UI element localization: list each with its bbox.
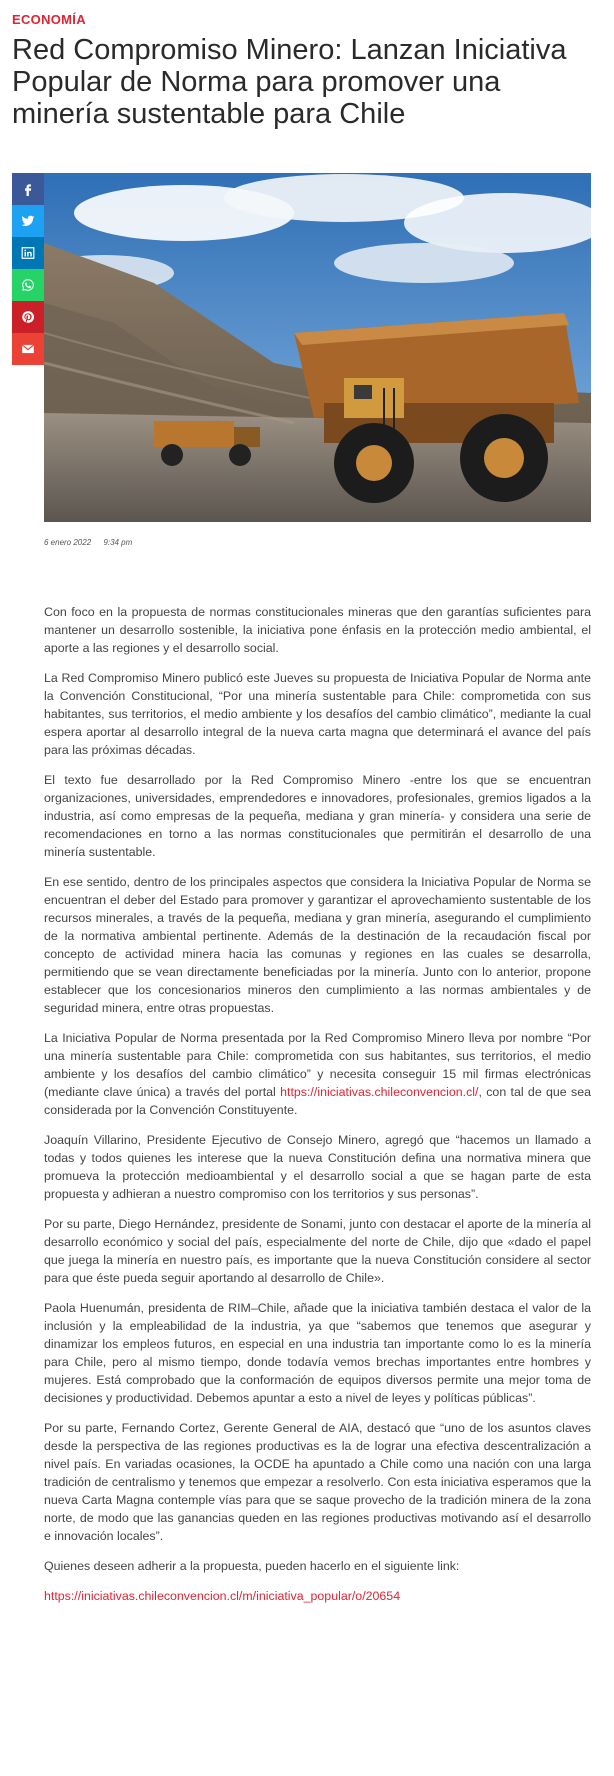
article-body [44, 603, 591, 1617]
facebook-icon [21, 182, 35, 196]
portal-link[interactable]: https://iniciativas.chileconvencion.cl/ [280, 1085, 479, 1099]
linkedin-icon [21, 246, 35, 260]
paragraph: El texto fue desarrollado por la Red Compromiso Minero -entre los que se encuentran organizaciones, universidades, emprendedores e innovadores, profesionales, gremios ligados a la industria, así como empresas de la pequeña, mediana y gran minería- y considera una serie de recomendaciones en torno a las normas constitucionales que permitirán el desarrollo de una minería sustentable. [44, 773, 591, 859]
post-date: 6 enero 2022 [44, 538, 92, 547]
paragraph: La Red Compromiso Minero publicó este Jueves su propuesta de Iniciativa Popular de Norma ante la Convención Constitucional, “Por una minería sustentable para Chile: comprometida con sus habitantes, sus territorios, el medio ambiente y los desafíos del cambio climático”, mediante la cual espera aportar al desarrollo integral de la nueva carta magna que determinará el avance del país para las próximas décadas. [44, 671, 591, 757]
paragraph-intro: Con foco en la propuesta de normas constitucionales mineras que den garantías suficientes para mantener un desarrollo sostenible, la iniciativa pone énfasis en la protección medio ambiental, el aporte a las regiones y el desarrollo social. [44, 605, 591, 655]
paragraph: En ese sentido, dentro de los principales aspectos que considera la Iniciativa Popular de Norma se encuentran el deber del Estado para promover y garantizar el aprovechamiento sustentable de los recursos minerales, a través de la pequeña, mediana y gran minería, asegurando el cumplimiento de la normativa ambiental pertinente. Además de la destinación de la recaudación fiscal por concepto de actividad minera hacia las comunas y regiones en las cuales se desarrolla, permitiendo que se vean directamente beneficiadas por la minería. Junto con lo anterior, propone establecer que los concesionarios mineros den cumplimiento a las normas ambientales y de seguridad minera, entre otras propuestas. [44, 875, 591, 1015]
category-label[interactable]: ECONOMÍA [12, 12, 86, 27]
envelope-icon [21, 342, 35, 356]
share-twitter-button[interactable] [12, 205, 44, 237]
paragraph: Quienes deseen adherir a la propuesta, pueden hacerlo en el siguiente link: [44, 1559, 460, 1573]
initiative-link[interactable]: https://iniciativas.chileconvencion.cl/m/iniciativa_popular/o/20654 [44, 1589, 401, 1603]
post-meta [44, 538, 142, 547]
share-facebook-button[interactable] [12, 173, 44, 205]
post-time: 9:34 pm [103, 538, 133, 547]
paragraph: Paola Huenumán, presidenta de RIM–Chile, añade que la iniciativa también destaca el valor de la inclusión y la empleabilidad de la industria, ya que “sabemos que tenemos que asegurar y dinamizar los empleos futuros, en especial en una industria tan importante como lo es la minería para Chile, pero al mismo tiempo, donde todavía vemos brechas importantes entre hombres y mujeres. Está comprobado que la conformación de equipos diversos permite una mejor toma de decisiones y productividad. Debemos apuntar a esto a nivel de leyes y políticas públicas”. [44, 1301, 591, 1405]
share-pinterest-button[interactable] [12, 301, 44, 333]
paragraph-text: La Iniciativa Popular de Norma presentada por la Red Compromiso Minero lleva por nombre “Por una minería sustentable para Chile: comprometida con sus habitantes, sus territorios, el medio ambiente y los desafíos del cambio climático” y necesita conseguir 15 mil firmas electrónicas (mediante clave única) a través del portal [44, 1031, 591, 1099]
paragraph: Joaquín Villarino, Presidente Ejecutivo de Consejo Minero, agregó que “hacemos un llamado a todas y todos quienes les interese que la nueva Constitución defina una normativa minera que promueva la protección medioambiental y el desarrollo social a que se hagan parte de esta propuesta y adhieran a nuestro compromiso con los territorios y sus personas”. [44, 1133, 591, 1201]
paragraph-text: , con tal de que sea considerada por la Convención Constituyente. [44, 1085, 591, 1117]
twitter-icon [21, 214, 35, 228]
paragraph [44, 1587, 591, 1605]
paragraph: Por su parte, Fernando Cortez, Gerente General de AIA, destacó que “uno de los asuntos claves desde la perspectiva de las regiones productivas es la de lograr una efectiva descentralización a nivel país. En variadas ocasiones, la OCDE ha apuntado a Chile como una nación con una larga tradición de centralismo y tenemos que empezar a resolverlo. Con esta iniciativa esperamos que la nueva Carta Magna contemple vías para que se saque provecho de la tradición minera de la zona norte, de modo que las ganancias queden en las regiones productivas motivando así el desarrollo e innovación locales”. [44, 1421, 591, 1543]
share-bar [12, 173, 44, 365]
share-whatsapp-button[interactable] [12, 269, 44, 301]
pinterest-icon [21, 310, 35, 324]
share-email-button[interactable] [12, 333, 44, 365]
share-linkedin-button[interactable] [12, 237, 44, 269]
paragraph: Por su parte, Diego Hernández, presidente de Sonami, junto con destacar el aporte de la minería al desarrollo económico y social del país, especialmente del norte de Chile, dijo que «dado el papel que juega la minería en nuestro país, es importante que la nueva Constitución considere al sector para que éste pueda seguir aportando al desarrollo de Chile». [44, 1217, 591, 1285]
article-title: Red Compromiso Minero: Lanzan Iniciativa Popular de Norma para promover una minería sustentable para Chile [12, 34, 567, 130]
mining-truck-illustration [44, 173, 591, 522]
whatsapp-icon [21, 278, 35, 292]
paragraph [44, 1029, 591, 1119]
hero-image [44, 173, 591, 522]
